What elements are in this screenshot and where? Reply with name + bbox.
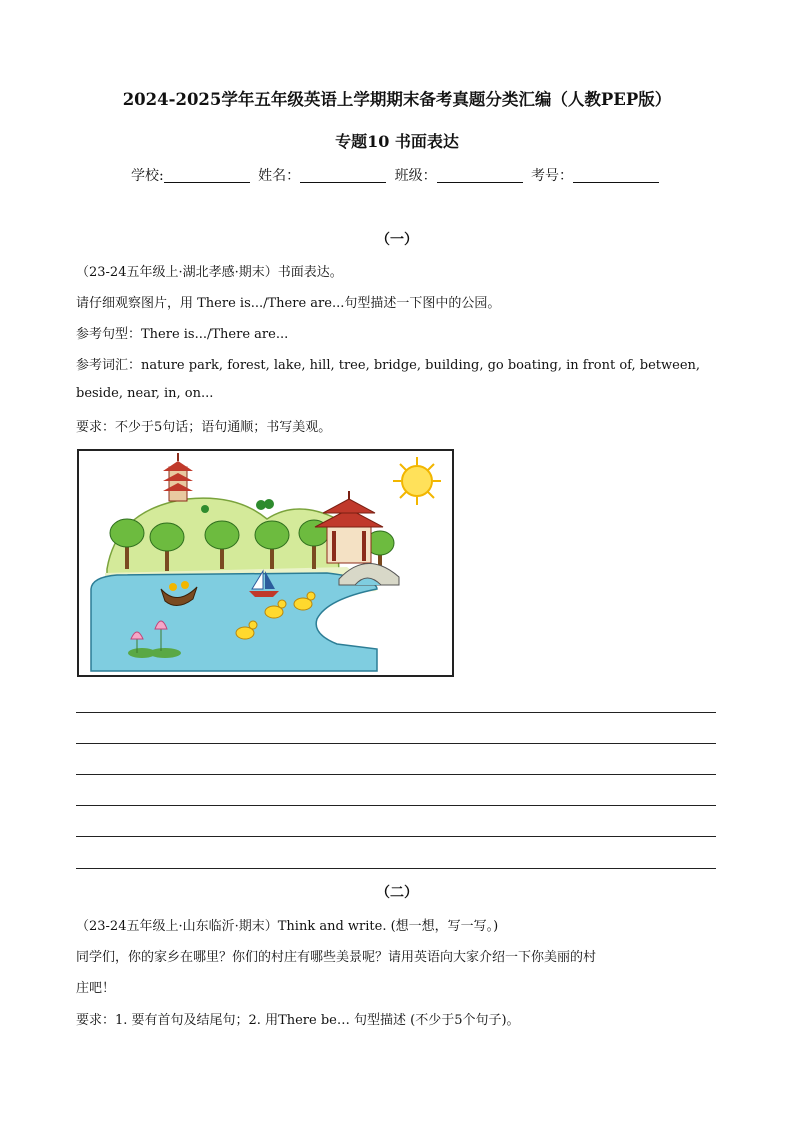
answer-line-5[interactable] bbox=[76, 836, 716, 837]
section-2-source: （23-24五年级上·山东临沂·期末）Think and write. (想一想，写一写。) bbox=[76, 919, 499, 934]
name-field[interactable] bbox=[300, 168, 386, 183]
section-1-instruction: 请仔细观察图片，用 There is.../There are...句型描述一下图中的公园。 bbox=[76, 296, 501, 311]
section-1-requirement: 要求：不少于5句话；语句通顺；书写美观。 bbox=[76, 420, 332, 435]
section-2-prompt-cont: 庄吧！ bbox=[76, 981, 116, 996]
school-field[interactable] bbox=[164, 168, 250, 183]
answer-line-6[interactable] bbox=[76, 868, 716, 869]
section-2-title: （二） bbox=[376, 885, 418, 901]
sun-icon bbox=[393, 457, 441, 505]
answer-line-3[interactable] bbox=[76, 774, 716, 775]
reference-words: 参考词汇：nature park, forest, lake, hill, tree, bridge, building, go boating, in front of, between, bbox=[76, 358, 701, 373]
class-label: 班级： bbox=[394, 168, 437, 184]
park-illustration bbox=[77, 449, 454, 677]
school-label: 学校: bbox=[130, 168, 164, 184]
section-1-source: （23-24五年级上·湖北孝感·期末）书面表达。 bbox=[76, 265, 343, 280]
reference-words-cont: beside, near, in, on... bbox=[76, 386, 214, 401]
exam-number-label: 考号： bbox=[531, 168, 574, 184]
class-field[interactable] bbox=[437, 168, 523, 183]
section-1-title: （一） bbox=[376, 232, 418, 248]
section-2-requirement: 要求：1. 要有首句及结尾句；2. 用There be… 句型描述 (不少于5个句子)。 bbox=[76, 1013, 520, 1028]
exam-number-field[interactable] bbox=[573, 168, 659, 183]
answer-line-4[interactable] bbox=[76, 805, 716, 806]
section-2-prompt: 同学们，你的家乡在哪里？你们的村庄有哪些美景呢？请用英语向大家介绍一下你美丽的村 bbox=[76, 950, 597, 965]
page-title: 2024-2025学年五年级英语上学期期末备考真题分类汇编（人教PEP版） bbox=[122, 90, 672, 109]
answer-line-2[interactable] bbox=[76, 743, 716, 744]
answer-line-1[interactable] bbox=[76, 712, 716, 713]
student-info-row bbox=[0, 165, 794, 185]
name-label: 姓名： bbox=[258, 168, 301, 184]
page-subtitle: 专题10 书面表达 bbox=[335, 132, 459, 151]
reference-sentence: 参考句型：There is.../There are... bbox=[76, 327, 289, 342]
